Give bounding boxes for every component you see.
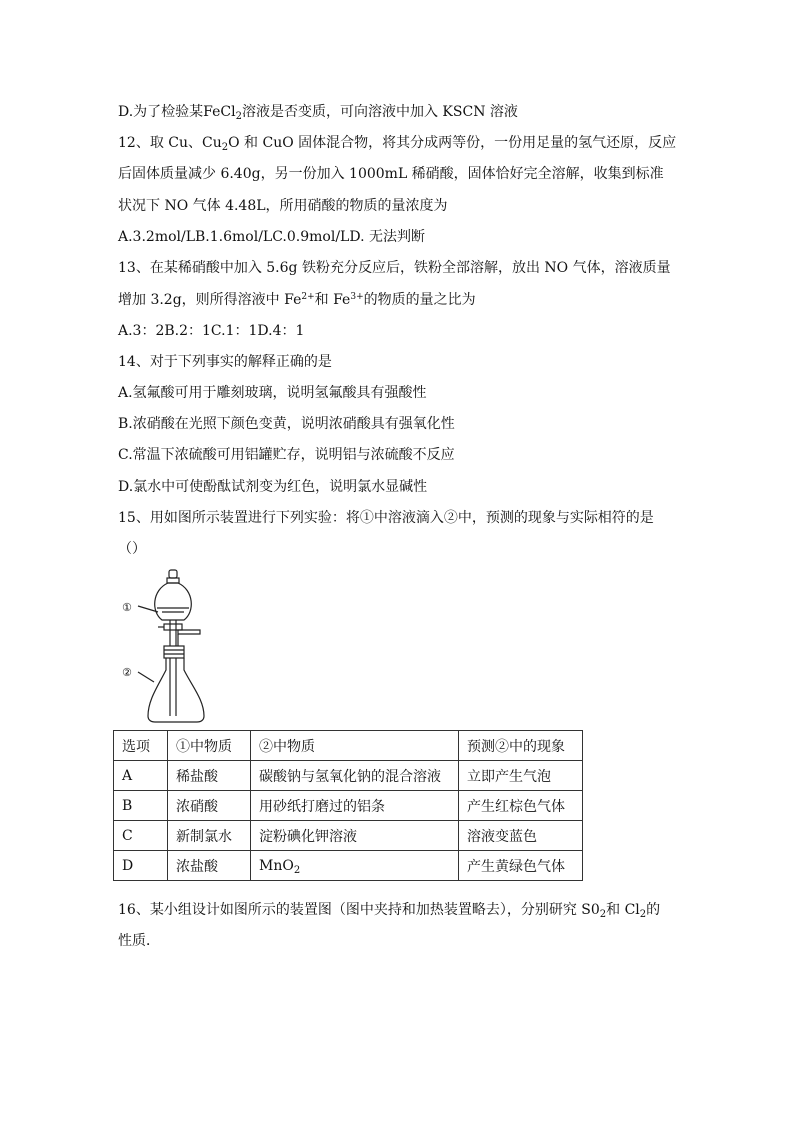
q14-option-c: C.常温下浓硫酸可用铝罐贮存，说明铝与浓硫酸不反应	[118, 447, 455, 463]
q13-stem-line-1: 13、在某稀硝酸中加入 5.6g 铁粉充分反应后，铁粉全部溶解，放出 NO 气体，溶液质量	[118, 260, 671, 276]
q14-option-b: B.浓硝酸在光照下颜色变黄，说明浓硝酸具有强氧化性	[118, 416, 455, 432]
q14-option-a: A.氢氟酸可用于雕刻玻璃，说明氢氟酸具有强酸性	[118, 385, 427, 401]
table-cell: 立即产生气泡	[459, 761, 583, 791]
table-cell: C	[114, 821, 168, 851]
q15-stem-line-2: （）	[118, 541, 146, 557]
q16-stem-line-1: 16、某小组设计如图所示的装置图（图中夹持和加热装置略去），分别研究 $S0_2$和 $Cl_2$的	[118, 902, 661, 920]
q12-options: A.3.2mol/LB.1.6mol/LC.0.9mol/LD. 无法判断	[118, 229, 425, 245]
q13-stem-line-2: 增加 3.2g，则所得溶液中 $Fe^{2+}$和 $Fe^{3+}$的物质的量之比为	[118, 292, 476, 308]
q11-option-d: D.为了检验某FeCl$_2$溶液是否变质，可向溶液中加入 KSCN 溶液	[118, 104, 518, 122]
table-cell: 浓硝酸	[168, 791, 251, 821]
table-cell: 碳酸钠与氢氧化钠的混合溶液	[251, 761, 459, 791]
label-circle-1: ①	[122, 601, 132, 614]
header-cell: 预测②中的现象	[459, 731, 583, 761]
q12-stem-line-2: 后固体质量减少 6.40g，另一份加入 1000mL 稀硝酸，固体恰好完全溶解，收集到标准	[118, 166, 664, 182]
table-row	[114, 761, 583, 791]
table-cell: D	[114, 851, 168, 881]
table-row	[114, 821, 583, 851]
table-cell: 新制氯水	[168, 821, 251, 851]
header-cell: ②中物质	[251, 731, 459, 761]
q13-options: A.3：2B.2：1C.1：1D.4：1	[118, 323, 305, 339]
q12-stem-line-3: 状况下 NO 气体 4.48L，所用硝酸的物质的量浓度为	[118, 198, 448, 214]
table-row	[114, 851, 583, 881]
q16-stem-line-2: 性质．	[118, 933, 160, 949]
table-cell: B	[114, 791, 168, 821]
table-header-row	[114, 731, 583, 761]
table-cell: 淀粉碘化钾溶液	[251, 821, 459, 851]
table-cell: 产生红棕色气体	[459, 791, 583, 821]
header-cell: 选项	[114, 731, 168, 761]
table-cell: 用砂纸打磨过的铝条	[251, 791, 459, 821]
q14-stem: 14、对于下列事实的解释正确的是	[118, 354, 332, 370]
q14-option-d: D.氯水中可使酚酞试剂变为红色，说明氯水显碱性	[118, 479, 428, 495]
table-cell: A	[114, 761, 168, 791]
table-cell: 产生黄绿色气体	[459, 851, 583, 881]
table-row	[114, 791, 583, 821]
label-circle-2: ②	[122, 666, 132, 679]
flask-apparatus-diagram	[118, 568, 218, 726]
header-cell: ①中物质	[168, 731, 251, 761]
table-cell: 浓盐酸	[168, 851, 251, 881]
table-cell: 溶液变蓝色	[459, 821, 583, 851]
table-cell: 稀盐酸	[168, 761, 251, 791]
q12-stem-line-1: 12、取 Cu、$Cu_2O$ 和 CuO 固体混合物，将其分成两等份，一份用足量的氢气还原，反应	[118, 135, 677, 153]
options-table	[113, 730, 583, 881]
table-cell: MnO$_2$	[251, 851, 459, 881]
q15-stem-line-1: 15、用如图所示装置进行下列实验：将①中溶液滴入②中，预测的现象与实际相符的是	[118, 510, 654, 526]
